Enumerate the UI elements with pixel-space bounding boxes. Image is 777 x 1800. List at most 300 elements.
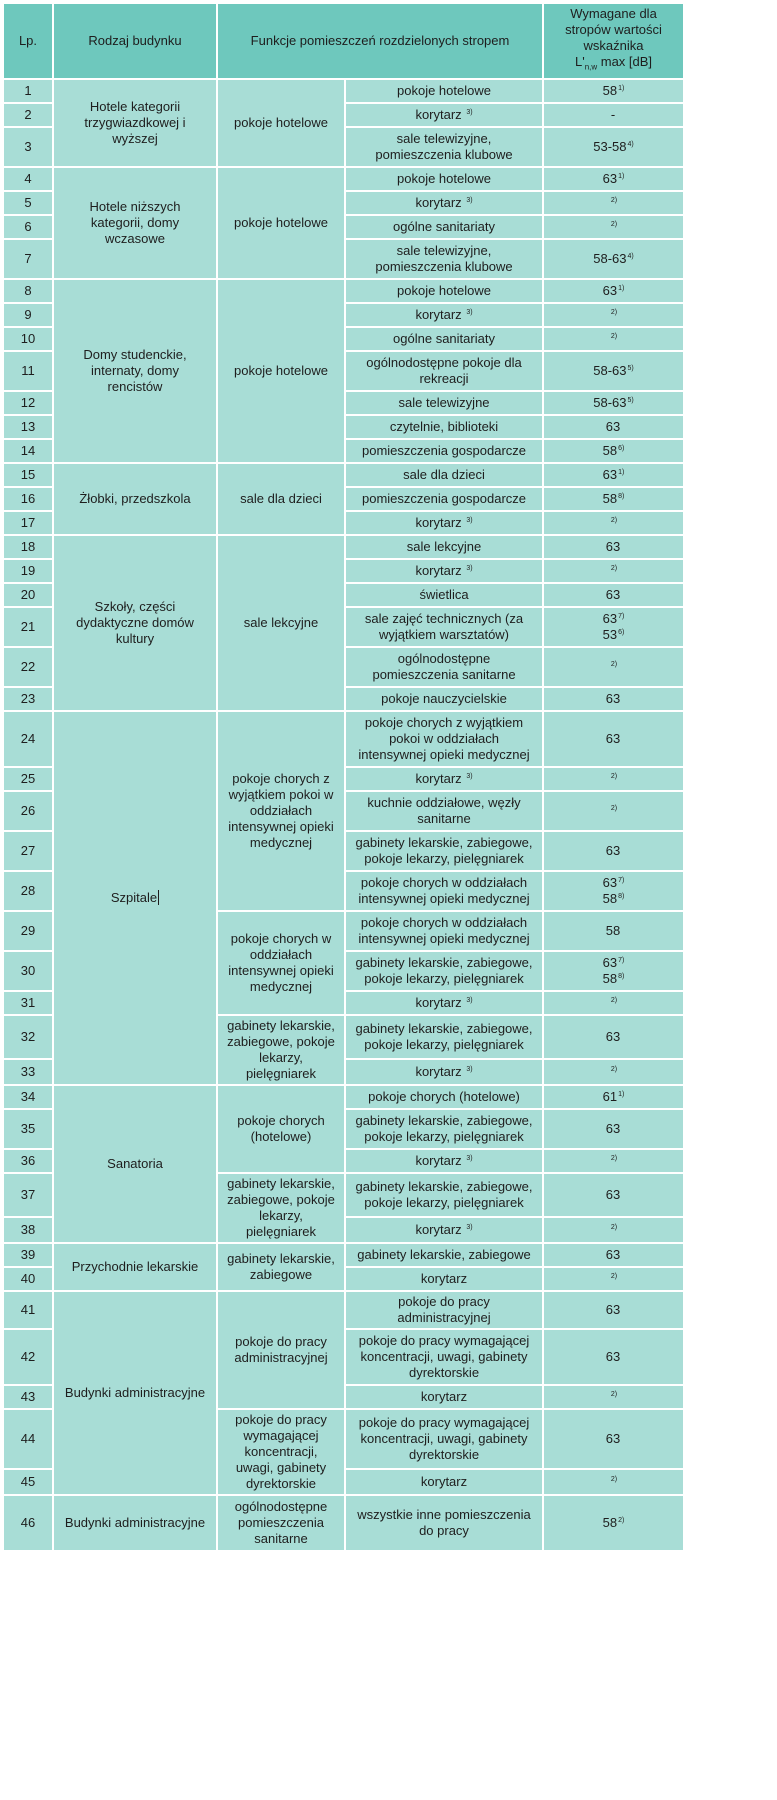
adjacent-room-cell <box>346 168 544 192</box>
adjacent-room-cell <box>346 416 544 440</box>
footnote-marker: 2) <box>610 197 618 204</box>
requirement-value-line <box>552 515 675 531</box>
footnote-marker: 3) <box>466 309 473 316</box>
row-number-cell: 41 <box>4 1292 54 1330</box>
requirement-value-line <box>552 171 675 187</box>
building-type-cell <box>54 1086 218 1244</box>
adjacent-room-label: pokoje nauczycielskie <box>381 691 507 706</box>
row-number-cell: 42 <box>4 1330 54 1386</box>
footnote-marker: 2) <box>610 565 618 572</box>
requirement-value-line <box>552 219 675 235</box>
requirement-value-cell <box>544 792 685 832</box>
requirement-value: 61 <box>602 1089 618 1104</box>
adjacent-room-cell <box>346 128 544 168</box>
requirement-value-line <box>552 491 675 507</box>
adjacent-room-cell <box>346 464 544 488</box>
row-number-cell: 28 <box>4 872 54 912</box>
adjacent-room-cell <box>346 952 544 992</box>
adjacent-room-cell <box>346 688 544 712</box>
requirement-value-cell <box>544 912 685 952</box>
row-number-cell: 23 <box>4 688 54 712</box>
requirement-value: 63 <box>605 843 621 858</box>
table-body <box>4 80 685 1552</box>
adjacent-room-label: pokoje do pracy wymagającej koncentracji, uwagi, gabinety dyrektorskie <box>358 1333 530 1380</box>
footnote-marker: 2) <box>610 1273 618 1280</box>
requirement-value: 58 <box>602 891 618 906</box>
requirement-value-cell <box>544 584 685 608</box>
adjacent-room-cell <box>346 1016 544 1060</box>
requirement-value-cell <box>544 1410 685 1470</box>
row-number-cell: 11 <box>4 352 54 392</box>
row-number-cell: 30 <box>4 952 54 992</box>
adjacent-room-cell <box>346 768 544 792</box>
row-number-cell: 37 <box>4 1174 54 1218</box>
requirement-value-line <box>552 1302 675 1318</box>
adjacent-room-cell <box>346 1086 544 1110</box>
requirement-value-cell <box>544 392 685 416</box>
building-type-cell <box>54 712 218 1086</box>
adjacent-room-cell <box>346 1496 544 1552</box>
adjacent-room-cell <box>346 512 544 536</box>
adjacent-room-cell <box>346 1060 544 1086</box>
requirement-value-line <box>552 251 675 267</box>
row-number-cell: 45 <box>4 1470 54 1496</box>
requirement-value-cell <box>544 304 685 328</box>
requirement-value-line <box>552 283 675 299</box>
footnote-marker: 3) <box>466 517 473 524</box>
requirement-value-line <box>552 771 675 787</box>
table-row <box>4 168 685 192</box>
requirement-value-line <box>552 659 675 675</box>
requirement-value: 63 <box>605 419 621 434</box>
requirement-value-line <box>552 563 675 579</box>
footnote-marker: 8) <box>618 973 625 980</box>
footnote-marker: 1) <box>618 85 625 92</box>
room-function-cell: pokoje hotelowe <box>218 80 346 168</box>
requirement-value-cell <box>544 832 685 872</box>
requirement-value: 58 <box>602 83 618 98</box>
header-building-type: Rodzaj budynku <box>54 4 218 80</box>
requirement-value-cell <box>544 1110 685 1150</box>
adjacent-room-label: korytarz <box>415 995 462 1010</box>
requirement-value-cell <box>544 416 685 440</box>
footnote-marker: 2) <box>610 309 618 316</box>
footnote-marker: 2) <box>610 1223 618 1231</box>
adjacent-room-label: korytarz <box>415 195 462 210</box>
requirement-value-line <box>552 731 675 747</box>
adjacent-room-cell <box>346 712 544 768</box>
adjacent-room-cell <box>346 872 544 912</box>
adjacent-room-label: świetlica <box>419 587 469 602</box>
table-row <box>4 1086 685 1110</box>
footnote-marker: 8) <box>618 493 625 500</box>
adjacent-room-cell <box>346 104 544 128</box>
requirement-value-line <box>552 307 675 323</box>
adjacent-room-label: ogólne sanitariaty <box>393 219 495 234</box>
requirement-value: 63 <box>602 171 618 186</box>
adjacent-room-label: sale dla dzieci <box>403 467 485 482</box>
requirement-value: 63 <box>605 691 621 706</box>
requirement-value-line <box>552 539 675 555</box>
footnote-marker: 5) <box>627 397 634 404</box>
requirement-value-line <box>552 139 675 155</box>
footnote-marker: 7) <box>618 957 625 964</box>
table-row <box>4 712 685 768</box>
requirement-value: 63 <box>605 1028 621 1044</box>
adjacent-room-label: korytarz <box>415 307 462 322</box>
footnote-marker: 3) <box>466 997 473 1004</box>
header-requirement <box>544 4 685 80</box>
row-number-cell: 46 <box>4 1496 54 1552</box>
requirement-value-cell <box>544 512 685 536</box>
adjacent-room-cell <box>346 912 544 952</box>
adjacent-room-cell <box>346 240 544 280</box>
footnote-marker: 7) <box>618 877 625 884</box>
adjacent-room-label: pokoje chorych w oddziałach intensywnej opieki medycznej <box>358 915 530 946</box>
requirement-value: 63 <box>605 1431 621 1447</box>
requirement-value-line <box>552 627 675 643</box>
header-lp: Lp. <box>4 4 54 80</box>
requirement-value-line <box>552 1064 675 1080</box>
row-number-cell: 36 <box>4 1150 54 1174</box>
footnote-marker: 4) <box>627 253 634 260</box>
footnote-marker: 7) <box>618 613 625 620</box>
requirement-value: 53-58 <box>593 139 627 154</box>
footnote-marker: 1) <box>618 285 625 292</box>
requirement-value-cell <box>544 328 685 352</box>
requirement-value: 63 <box>605 1349 621 1364</box>
footnote-marker: 3) <box>466 773 473 780</box>
adjacent-room-label: ogólne sanitariaty <box>393 331 495 346</box>
adjacent-room-cell <box>346 328 544 352</box>
requirement-value-cell <box>544 1016 685 1060</box>
adjacent-room-label: pokoje hotelowe <box>397 283 491 298</box>
requirement-value-cell <box>544 1174 685 1218</box>
adjacent-room-cell <box>346 992 544 1016</box>
adjacent-room-cell <box>346 1150 544 1174</box>
building-type-label: Sanatoria <box>107 1156 163 1171</box>
requirement-value-cell <box>544 168 685 192</box>
requirement-value-line <box>552 803 675 819</box>
adjacent-room-label: pokoje hotelowe <box>397 83 491 98</box>
adjacent-room-label: sale telewizyjne, pomieszczenia klubowe <box>375 131 513 162</box>
requirement-value-cell <box>544 1150 685 1174</box>
row-number-cell: 43 <box>4 1386 54 1410</box>
room-function-cell: sale lekcyjne <box>218 536 346 712</box>
footnote-marker: 1) <box>618 1091 625 1098</box>
requirement-value-cell <box>544 216 685 240</box>
requirement-value-cell <box>544 1218 685 1244</box>
adjacent-room-label: pokoje hotelowe <box>397 171 491 186</box>
adjacent-room-cell <box>346 440 544 464</box>
adjacent-room-label: sale zajęć technicznych (za wyjątkiem warsztatów) <box>364 611 524 642</box>
requirement-value: 58 <box>602 491 618 506</box>
row-number-cell: 24 <box>4 712 54 768</box>
adjacent-room-label: korytarz <box>415 1063 462 1079</box>
row-number-cell: 8 <box>4 280 54 304</box>
header-requirement-line3: wskaźnika <box>583 38 644 54</box>
row-number-cell: 3 <box>4 128 54 168</box>
requirement-value: 53 <box>602 627 618 642</box>
requirement-value: 58 <box>602 1515 618 1530</box>
requirement-value-cell <box>544 992 685 1016</box>
room-function-cell: ogólnodostępne pomieszczenia sanitarne <box>218 1496 346 1552</box>
requirement-value-cell <box>544 1386 685 1410</box>
row-number-cell: 35 <box>4 1110 54 1150</box>
building-type-cell <box>54 536 218 712</box>
room-function-cell: pokoje hotelowe <box>218 168 346 280</box>
requirement-value-cell <box>544 648 685 688</box>
requirement-value-line <box>552 1153 675 1169</box>
adjacent-room-label: korytarz <box>420 1474 468 1490</box>
adjacent-room-label: pokoje do pracy wymagającej koncentracji, uwagi, gabinety dyrektorskie <box>358 1415 530 1463</box>
requirement-value: 63 <box>602 955 618 970</box>
requirement-value-line <box>552 195 675 211</box>
requirement-value: 63 <box>602 467 618 482</box>
room-function-cell: sale dla dzieci <box>218 464 346 536</box>
requirement-value-cell <box>544 240 685 280</box>
footnote-marker: 3) <box>466 109 473 116</box>
row-number-cell: 18 <box>4 536 54 560</box>
room-function-cell: pokoje do pracy administracyjnej <box>218 1292 346 1410</box>
footnote-marker: 8) <box>618 893 625 900</box>
room-function-cell: pokoje chorych w oddziałach intensywnej opieki medycznej <box>218 912 346 1016</box>
text-cursor <box>158 890 159 905</box>
footnote-marker: 6) <box>618 445 625 452</box>
requirement-value-cell <box>544 872 685 912</box>
building-type-cell <box>54 1292 218 1496</box>
footnote-marker: 3) <box>466 197 473 204</box>
requirement-value-cell <box>544 952 685 992</box>
adjacent-room-cell <box>346 1174 544 1218</box>
footnote-marker: 2) <box>610 997 618 1004</box>
adjacent-room-cell <box>346 792 544 832</box>
header-room-functions: Funkcje pomieszczeń rozdzielonych stropem <box>218 4 544 80</box>
requirement-value-line <box>552 691 675 707</box>
requirements-table <box>4 4 685 1552</box>
adjacent-room-cell <box>346 648 544 688</box>
adjacent-room-cell <box>346 304 544 328</box>
requirement-value: 58 <box>602 971 618 986</box>
requirement-value-cell <box>544 128 685 168</box>
adjacent-room-label: ogólnodostępne pomieszczenia sanitarne <box>372 651 516 682</box>
row-number-cell: 38 <box>4 1218 54 1244</box>
row-number-cell: 4 <box>4 168 54 192</box>
building-type-label: Hotele kategorii trzygwiazdkowej i wyższej <box>84 99 186 146</box>
row-number-cell: 5 <box>4 192 54 216</box>
row-number-cell: 6 <box>4 216 54 240</box>
row-number-cell: 16 <box>4 488 54 512</box>
adjacent-room-label: pokoje chorych (hotelowe) <box>368 1089 520 1104</box>
requirement-value-line <box>552 587 675 603</box>
footnote-marker: 4) <box>627 141 634 148</box>
footnote-marker: 3) <box>466 1155 473 1162</box>
adjacent-room-cell <box>346 1218 544 1244</box>
requirement-value: 63 <box>605 539 621 554</box>
adjacent-room-cell <box>346 560 544 584</box>
footnote-marker: 3) <box>466 1223 473 1231</box>
row-number-cell: 26 <box>4 792 54 832</box>
requirement-value: 58 <box>602 443 618 458</box>
requirement-value-line <box>552 1271 675 1287</box>
room-function-cell: pokoje hotelowe <box>218 280 346 464</box>
requirement-value: 58-63 <box>593 251 627 266</box>
adjacent-room-label: sale lekcyjne <box>406 539 482 554</box>
footnote-marker: 6) <box>618 629 625 636</box>
row-number-cell: 25 <box>4 768 54 792</box>
row-number-cell: 20 <box>4 584 54 608</box>
adjacent-room-label: kuchnie oddziałowe, węzły sanitarne <box>367 795 521 826</box>
adjacent-room-cell <box>346 1110 544 1150</box>
footnote-marker: 2) <box>610 517 618 524</box>
building-type-label: Budynki administracyjne <box>64 1385 206 1400</box>
row-number-cell: 12 <box>4 392 54 416</box>
adjacent-room-label: gabinety lekarskie, zabiegowe, pokoje lekarzy, pielęgniarek <box>355 955 533 986</box>
row-number-cell: 29 <box>4 912 54 952</box>
adjacent-room-cell <box>346 192 544 216</box>
requirement-value-line <box>552 363 675 379</box>
adjacent-room-label: korytarz <box>420 1389 468 1404</box>
requirement-value-line <box>552 331 675 347</box>
footnote-marker: 2) <box>610 805 618 812</box>
requirement-value: 63 <box>602 611 618 626</box>
table-row <box>4 536 685 560</box>
building-type-label: Hotele niższych kategorii, domy wczasowe <box>89 199 181 246</box>
footnote-marker: 2) <box>610 661 618 668</box>
requirement-value: 58 <box>605 923 621 938</box>
room-function-cell: pokoje chorych (hotelowe) <box>218 1086 346 1174</box>
adjacent-room-label: pokoje chorych z wyjątkiem pokoi w oddziałach intensywnej opieki medycznej <box>358 715 530 762</box>
adjacent-room-cell <box>346 584 544 608</box>
requirement-value-cell <box>544 80 685 104</box>
adjacent-room-label: gabinety lekarskie, zabiegowe, pokoje lekarzy, pielęgniarek <box>355 1113 533 1144</box>
table-row <box>4 1496 685 1552</box>
requirement-value: 63 <box>605 731 621 746</box>
footnote-marker: 2) <box>610 1065 618 1073</box>
requirement-value-line <box>552 875 675 891</box>
requirement-value-line <box>552 467 675 483</box>
table-row <box>4 1244 685 1268</box>
adjacent-room-label: gabinety lekarskie, zabiegowe <box>357 1247 531 1262</box>
footnote-marker: 1) <box>618 173 625 180</box>
row-number-cell: 17 <box>4 512 54 536</box>
adjacent-room-cell <box>346 1386 544 1410</box>
requirement-value-cell <box>544 1244 685 1268</box>
requirement-value-line <box>552 107 675 123</box>
row-number-cell: 44 <box>4 1410 54 1470</box>
requirement-value: 58-63 <box>593 363 627 378</box>
adjacent-room-cell <box>346 1292 544 1330</box>
adjacent-room-cell <box>346 608 544 648</box>
building-type-label: Szpitale <box>110 890 158 905</box>
building-type-label: Szkoły, części dydaktyczne domów kultury <box>76 599 194 646</box>
requirement-value: 63 <box>602 283 618 298</box>
row-number-cell: 34 <box>4 1086 54 1110</box>
adjacent-room-label: korytarz <box>415 563 462 578</box>
requirement-value-line <box>552 923 675 939</box>
header-requirement-symbol: $L'_{n,w}$ max [dB] <box>574 54 653 72</box>
adjacent-room-cell <box>346 1470 544 1496</box>
adjacent-room-cell <box>346 392 544 416</box>
requirement-value: 63 <box>605 1121 621 1136</box>
adjacent-room-cell <box>346 352 544 392</box>
building-type-cell <box>54 80 218 168</box>
requirement-value-line <box>552 843 675 859</box>
footnote-marker: 3) <box>466 565 473 572</box>
adjacent-room-label: sale telewizyjne, pomieszczenia klubowe <box>375 243 513 274</box>
footnote-marker: 2) <box>610 1391 618 1398</box>
requirement-value-cell <box>544 536 685 560</box>
building-type-label: Przychodnie lekarskie <box>71 1259 199 1274</box>
requirement-value-line <box>552 443 675 459</box>
building-type-cell <box>54 1244 218 1292</box>
row-number-cell: 39 <box>4 1244 54 1268</box>
requirement-value-cell <box>544 1470 685 1496</box>
row-number-cell: 40 <box>4 1268 54 1292</box>
adjacent-room-cell <box>346 488 544 512</box>
adjacent-room-label: korytarz <box>415 1221 462 1237</box>
requirement-value-line <box>552 1187 675 1203</box>
adjacent-room-label: korytarz <box>415 771 462 786</box>
adjacent-room-cell <box>346 832 544 872</box>
requirement-value-line <box>552 971 675 987</box>
adjacent-room-label: gabinety lekarskie, zabiegowe, pokoje lekarzy, pielęgniarek <box>355 835 533 866</box>
requirement-value-cell <box>544 192 685 216</box>
requirement-value-line <box>552 1121 675 1137</box>
row-number-cell: 14 <box>4 440 54 464</box>
adjacent-room-label: czytelnie, biblioteki <box>389 419 499 434</box>
room-function-cell: pokoje do pracy wymagającej koncentracji, uwagi, gabinety dyrektorskie <box>218 1410 346 1496</box>
requirement-value-cell <box>544 464 685 488</box>
building-type-label: Budynki administracyjne <box>64 1515 206 1530</box>
footnote-marker: 2) <box>610 773 618 780</box>
footnote-marker: 2) <box>610 221 618 228</box>
adjacent-room-cell <box>346 280 544 304</box>
footnote-marker: 1) <box>618 469 625 476</box>
requirement-value-cell <box>544 560 685 584</box>
adjacent-room-label: gabinety lekarskie, zabiegowe, pokoje lekarzy, pielęgniarek <box>355 1020 533 1052</box>
requirement-value-cell <box>544 104 685 128</box>
requirement-value-line <box>552 1515 675 1531</box>
building-type-cell <box>54 168 218 280</box>
requirement-value-line <box>552 1349 675 1365</box>
requirement-value-cell <box>544 688 685 712</box>
adjacent-room-cell <box>346 80 544 104</box>
adjacent-room-label: korytarz <box>415 515 462 530</box>
row-number-cell: 27 <box>4 832 54 872</box>
requirement-value-line <box>552 955 675 971</box>
requirement-value: 63 <box>602 875 618 890</box>
table-row <box>4 1292 685 1330</box>
requirement-value: 58-63 <box>593 395 627 410</box>
row-number-cell: 19 <box>4 560 54 584</box>
adjacent-room-label: pomieszczenia gospodarcze <box>361 443 527 458</box>
adjacent-room-label: wszystkie inne pomieszczenia do pracy <box>357 1507 531 1538</box>
requirement-value: - <box>610 107 616 122</box>
header-requirement-line1: Wymagane dla <box>570 6 657 22</box>
requirement-value: 63 <box>605 1186 621 1202</box>
room-function-cell: gabinety lekarskie, zabiegowe <box>218 1244 346 1292</box>
requirement-value-cell <box>544 280 685 304</box>
requirement-value-cell <box>544 1268 685 1292</box>
requirement-value-cell <box>544 352 685 392</box>
requirement-value-line <box>552 1431 675 1447</box>
requirement-value-cell <box>544 1086 685 1110</box>
table-header-row <box>4 4 685 80</box>
row-number-cell: 13 <box>4 416 54 440</box>
footnote-marker: 2) <box>618 1517 625 1524</box>
row-number-cell: 21 <box>4 608 54 648</box>
